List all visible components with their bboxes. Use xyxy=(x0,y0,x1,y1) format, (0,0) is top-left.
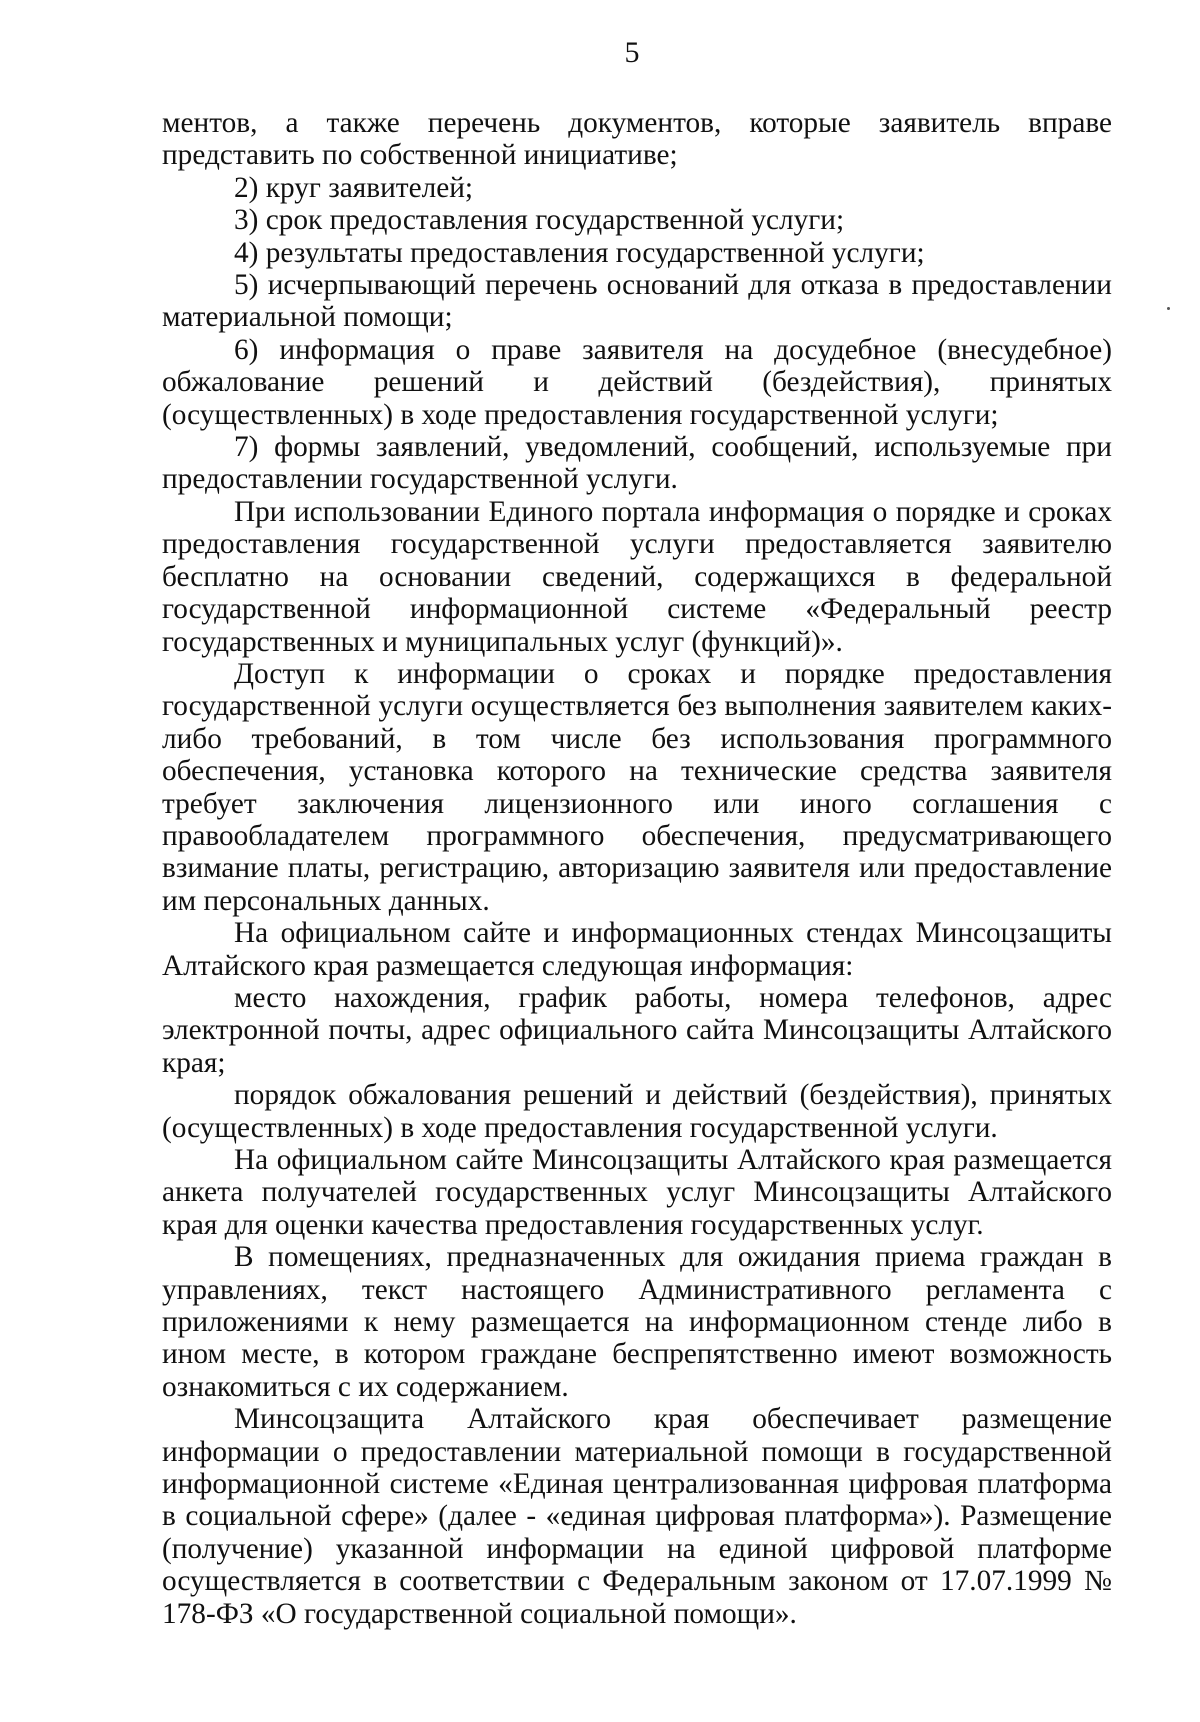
paragraph: На официальном сайте Минсоцзащиты Алтайского края размещается анкета получателей государственных услуг Минсоцзащиты Алтайского края для оценки качества предоставления государственных услуг. xyxy=(162,1144,1112,1241)
paragraph: порядок обжалования решений и действий (бездействия), принятых (осуществленных) в ходе предоставления государственной услуги. xyxy=(162,1079,1112,1144)
paragraph: 4) результаты предоставления государственной услуги; xyxy=(234,236,925,269)
paragraph: 5) исчерпывающий перечень оснований для отказа в предоставлении материальной помощи; xyxy=(162,269,1112,334)
paragraph: Доступ к информации о сроках и порядке предоставления государственной услуги осуществляется без выполнения заявителем каких-либо требований, в том числе без использования программного обеспечения, установка которого на технические средства заявителя требует заключения лицензионного или иного соглашения с правообладателем программного обеспечения, предусматривающего взимание платы, регистрацию, авторизацию заявителя или предоставление им персональных данных. xyxy=(162,657,1112,917)
paragraph: место нахождения, график работы, номера телефонов, адрес электронной почты, адрес официального сайта Минсоцзащиты Алтайского края; xyxy=(162,981,1112,1079)
document-body xyxy=(162,107,1112,1630)
page-number: 5 xyxy=(624,36,640,69)
paragraph: 2) круг заявителей; xyxy=(234,171,474,204)
paragraph: 7) формы заявлений, уведомлений, сообщений, используемые при предоставлении государственной услуги. xyxy=(162,431,1112,496)
scan-speck xyxy=(1167,307,1170,310)
paragraph: 6) информация о праве заявителя на досудебное (внесудебное) обжалование решений и действий (бездействия), принятых (осуществленных) в ходе предоставления государственной услуги; xyxy=(162,333,1112,431)
paragraph: На официальном сайте и информационных стендах Минсоцзащиты Алтайского края размещается следующая информация: xyxy=(162,917,1112,982)
paragraph: ментов, а также перечень документов, которые заявитель вправе представить по собственной инициативе; xyxy=(162,107,1112,172)
paragraph: В помещениях, предназначенных для ожидания приема граждан в управлениях, текст настоящего Административного регламента с приложениями к нему размещается на информационном стенде либо в ином месте, в котором граждане беспрепятственно имеют возможность ознакомиться с их содержанием. xyxy=(162,1241,1112,1403)
paragraph: При использовании Единого портала информация о порядке и сроках предоставления государственной услуги предоставляется заявителю бесплатно на основании сведений, содержащихся в федеральной государственной информационной системе «Федеральный реестр государственных и муниципальных услуг (функций)». xyxy=(162,495,1112,658)
paragraph: Минсоцзащита Алтайского края обеспечивает размещение информации о предоставлении материальной помощи в государственной информационной системе «Единая централизованная цифровая платформа в социальной сфере» (далее - «единая цифровая платформа»). Размещение (получение) указанной информации на единой цифровой платформе осуществляется в соответствии с Федеральным законом от 17.07.1999 № 178-ФЗ «О государственной социальной помощи». xyxy=(162,1403,1112,1630)
paragraph: 3) срок предоставления государственной услуги; xyxy=(234,204,845,237)
